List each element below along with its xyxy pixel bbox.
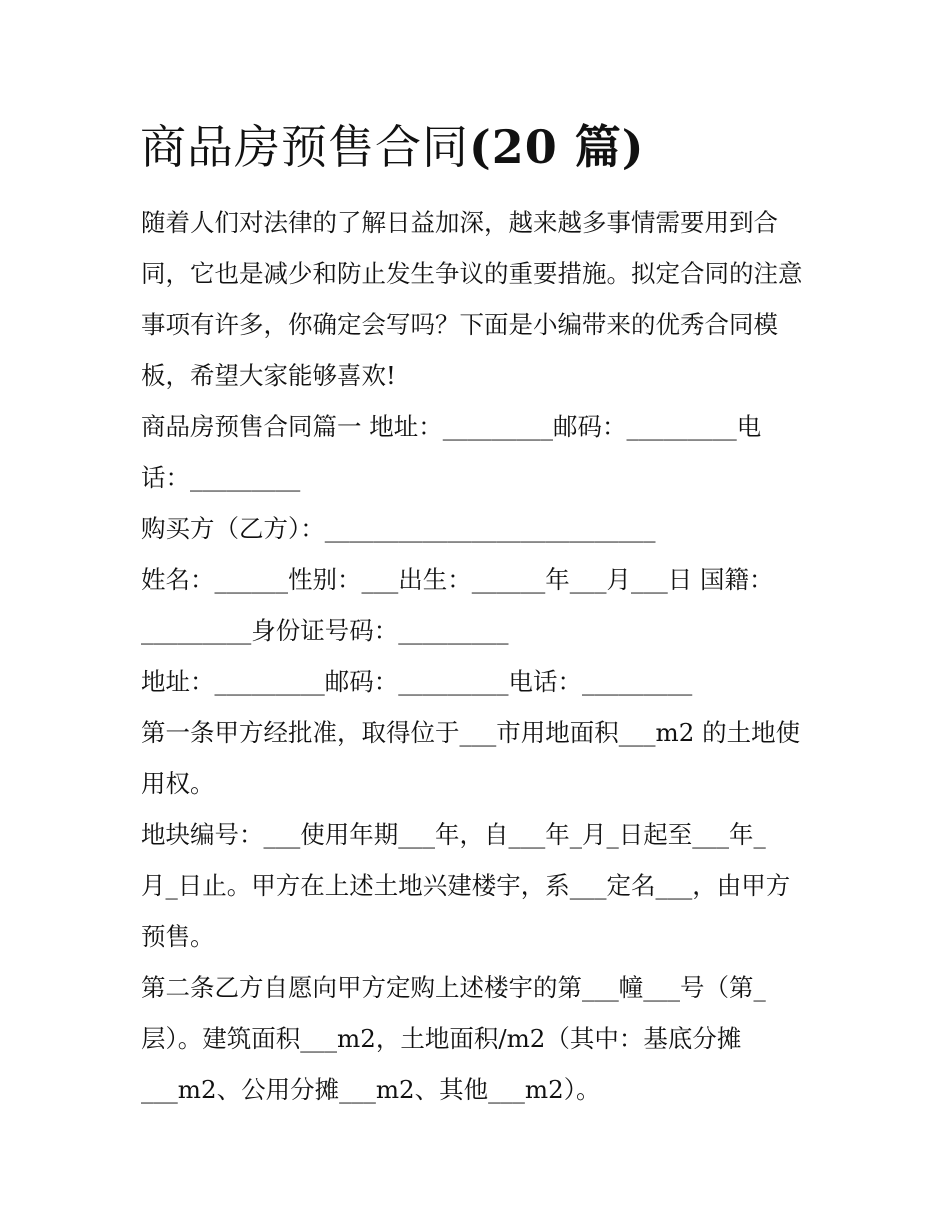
- body-line-seller-address: 商品房预售合同篇一 地址：_________邮码：_________电: [141, 412, 762, 441]
- body-line-article-2a: 第二条乙方自愿向甲方定购上述楼宇的第___幢___号（第_: [141, 973, 766, 1002]
- body-line-buyer-info: 姓名：______性别：___出生：______年___月___日 国籍：: [141, 565, 774, 594]
- body-line-plot-3: 预售。: [141, 922, 215, 951]
- title-main: 商品房预售合同: [140, 120, 469, 174]
- body-line-intro-4: 板，希望大家能够喜欢!: [141, 361, 396, 390]
- body-line-article-2b: 层）。建筑面积___m2，土地面积/m2（其中：基底分摊: [141, 1024, 742, 1053]
- body-line-article-1b: 用权。: [141, 769, 215, 798]
- body-line-intro-2: 同，它也是减少和防止发生争议的重要措施。拟定合同的注意: [141, 259, 803, 288]
- body-line-seller-phone: 话：_________: [141, 463, 301, 492]
- body-line-article-2c: ___m2、公用分摊___m2、其他___m2）。: [141, 1075, 601, 1104]
- body-line-buyer-id: _________身份证号码：_________: [141, 616, 509, 645]
- title-count: (20 篇): [469, 120, 645, 174]
- body-line-buyer: 购买方（乙方）：___________________________: [141, 514, 656, 543]
- body-line-article-1a: 第一条甲方经批准，取得位于___市用地面积___m2 的土地使: [141, 718, 801, 747]
- body-line-intro-3: 事项有许多，你确定会写吗？下面是小编带来的优秀合同模: [141, 310, 778, 339]
- body-line-plot-1: 地块编号：___使用年期___年，自___年_月_日起至___年_: [141, 820, 766, 849]
- page-title: [140, 112, 645, 182]
- body-line-plot-2: 月_日止。甲方在上述土地兴建楼宇，系___定名___，由甲方: [141, 871, 791, 900]
- body-line-buyer-address: 地址：_________邮码：_________电话：_________: [141, 667, 693, 696]
- body-line-intro-1: 随着人们对法律的了解日益加深，越来越多事情需要用到合: [141, 208, 778, 237]
